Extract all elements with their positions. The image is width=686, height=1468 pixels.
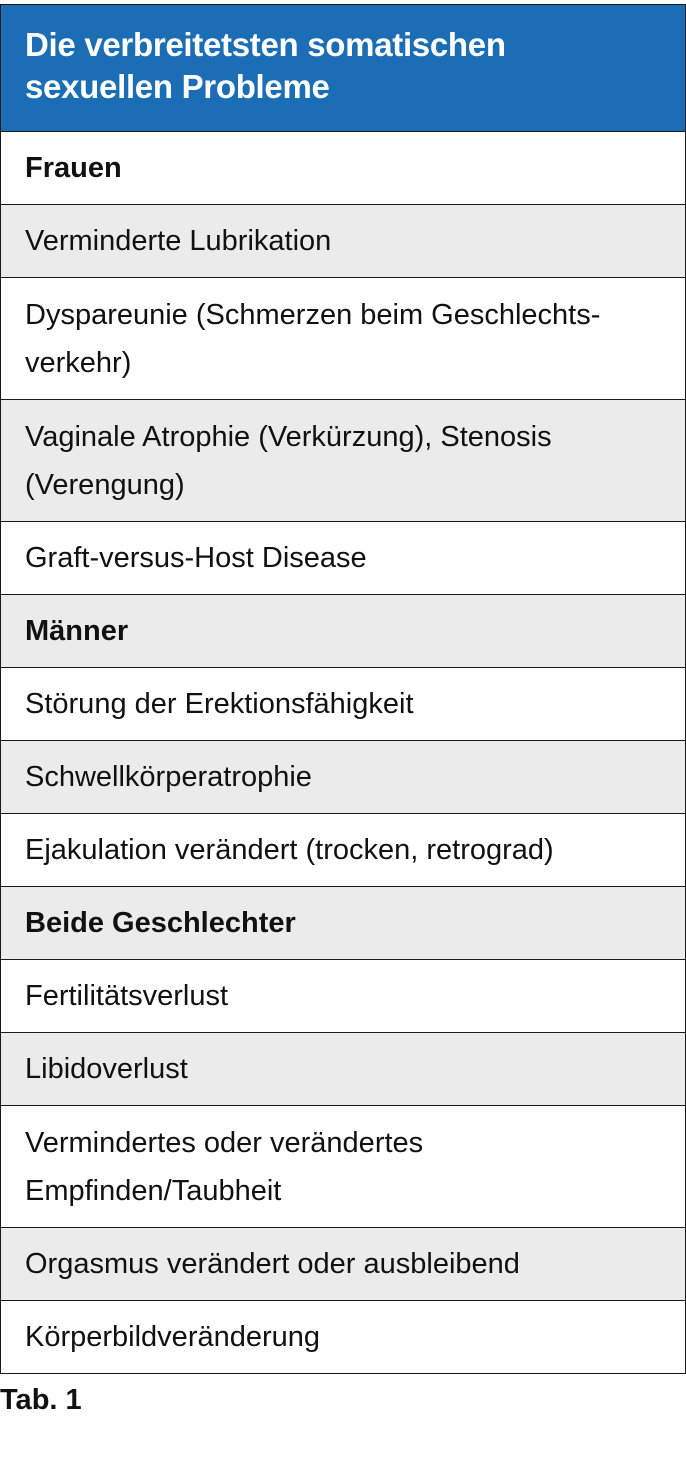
table-row [1,814,685,887]
row-text: Vaginale Atrophie (Verkürzung), Stenosis (Verengung) [25,420,552,501]
section-label: Frauen [25,151,122,184]
table-row [1,205,685,278]
row-text: Schwellkörperatrophie [25,760,312,793]
row-text: Orgasmus verändert oder ausbleibend [25,1247,520,1280]
section-label: Beide Geschlechter [25,906,296,939]
table-caption: Tab. 1 [0,1384,82,1416]
row-text: Verminderte Lubrikation [25,224,332,257]
section-label: Männer [25,614,129,647]
table-row [1,1033,685,1106]
row-text: Libidoverlust [25,1052,188,1085]
table-row [1,960,685,1033]
section-header-men [1,595,685,668]
table-row [1,668,685,741]
row-text: Ejakulation verändert (trocken, retrograd) [25,833,554,866]
table-title: Die verbreitetsten somatischen sexuellen Probleme [1,5,685,132]
row-text: Vermindertes oder verändertes Empfinden/Taubheit [25,1126,424,1207]
row-text: Störung der Erektionsfähigkeit [25,687,414,720]
section-header-women [1,132,685,205]
table-row [1,1106,685,1228]
problems-table [0,4,686,1374]
table-row [1,278,685,400]
table-row [1,1301,685,1374]
table-row [1,400,685,522]
table-row [1,1228,685,1301]
row-text: Graft-versus-Host Disease [25,541,367,574]
row-text: Körperbildveränderung [25,1320,321,1353]
row-text: Fertilitätsverlust [25,979,229,1012]
table-row [1,522,685,595]
section-header-both [1,887,685,960]
row-text: Dyspareunie (Schmerzen beim Geschlechts-verkehr) [25,298,601,379]
table-row [1,741,685,814]
